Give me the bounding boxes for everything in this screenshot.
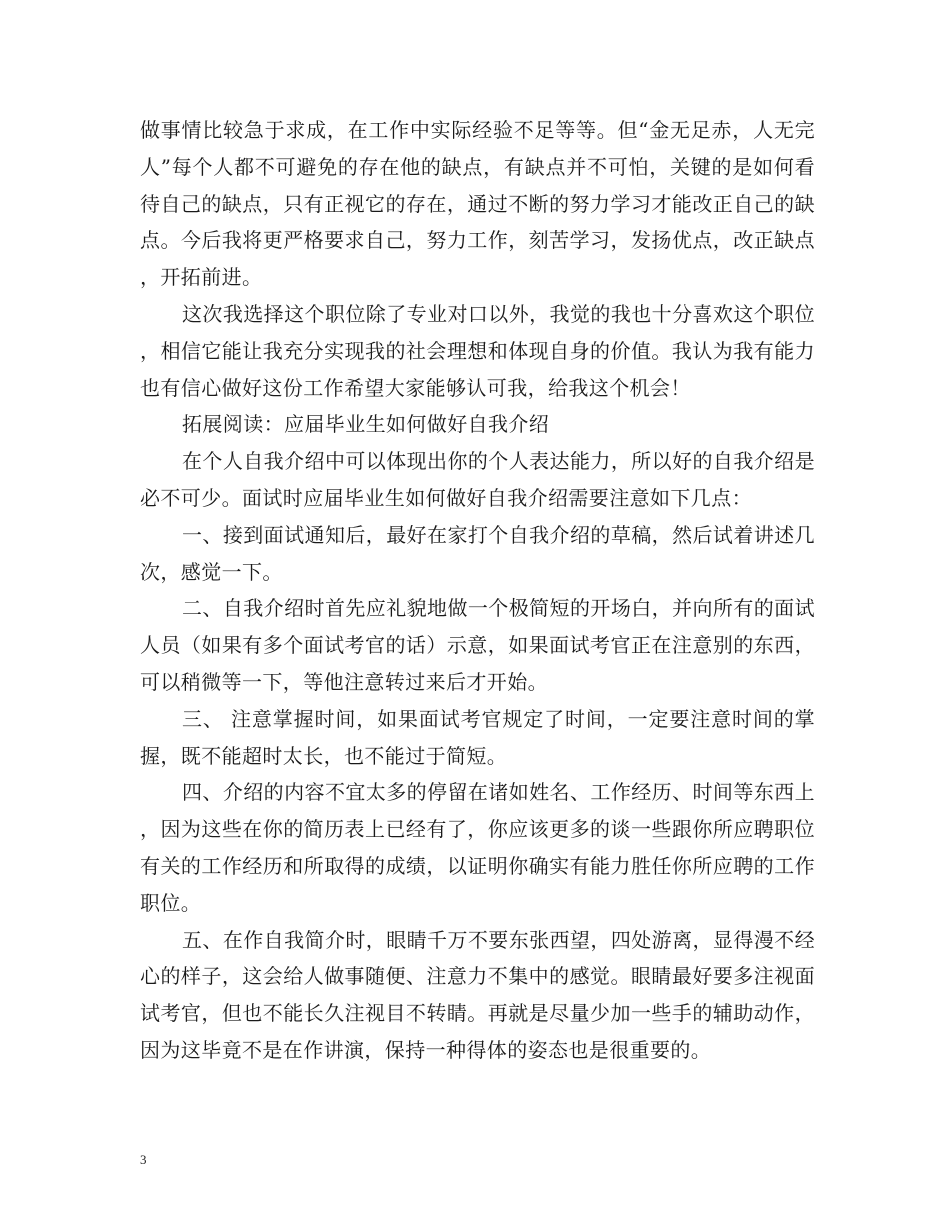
page-number: 3 [140, 1152, 147, 1167]
paragraph-continuation: 做事情比较急于求成，在工作中实际经验不足等等。但“金无足赤，人无完人”每个人都不可避免的存在他的缺点，有缺点并不可怕，关键的是如何看待自己的缺点，只有正视它的存在，通过不断的努力学习才能改正自己的缺点。今后我将更严格要求自己，努力工作，刻苦学习，发扬优点，改正缺点，开拓前进。 [140, 118, 815, 290]
list-item-point-5: 五、在作自我简介时，眼睛千万不要东张西望，四处游离，显得漫不经心的样子，这会给人做事随便、注意力不集中的感觉。眼睛最好要多注视面试考官，但也不能长久注视目不转睛。再就是尽量少加一些手的辅助动作，因为这毕竟不是在作讲演，保持一种得体的姿态也是很重要的。 [140, 927, 815, 1062]
list-item-point-2: 二、自我介绍时首先应礼貌地做一个极简短的开场白，并向所有的面试人员（如果有多个面试考官的话）示意，如果面试考官正在注意别的东西，可以稍微等一下，等他注意转过来后才开始。 [140, 596, 815, 694]
list-item-point-4: 四、介绍的内容不宜太多的停留在诸如姓名、工作经历、时间等东西上，因为这些在你的简历表上已经有了，你应该更多的谈一些跟你所应聘职位有关的工作经历和所取得的成绩，以证明你确实有能力胜任你所应聘的工作职位。 [140, 780, 815, 915]
paragraph-job-choice: 这次我选择这个职位除了专业对口以外，我觉的我也十分喜欢这个职位，相信它能让我充分实现我的社会理想和体现自身的价值。我认为我有能力也有信心做好这份工作希望大家能够认可我，给我这个机会！ [140, 301, 815, 400]
paragraph-intro: 在个人自我介绍中可以体现出你的个人表达能力，所以好的自我介绍是必不可少。面试时应届毕业生如何做好自我介绍需要注意如下几点： [140, 449, 815, 510]
list-item-point-3: 三、 注意掌握时间，如果面试考官规定了时间，一定要注意时间的掌握，既不能超时太长，也不能过于简短。 [140, 706, 815, 768]
document-body [140, 112, 815, 1069]
section-heading-extended-reading: 拓展阅读：应届毕业生如何做好自我介绍 [182, 412, 550, 437]
list-item-point-1: 一、接到面试通知后，最好在家打个自我介绍的草稿，然后试着讲述几次，感觉一下。 [140, 522, 815, 584]
